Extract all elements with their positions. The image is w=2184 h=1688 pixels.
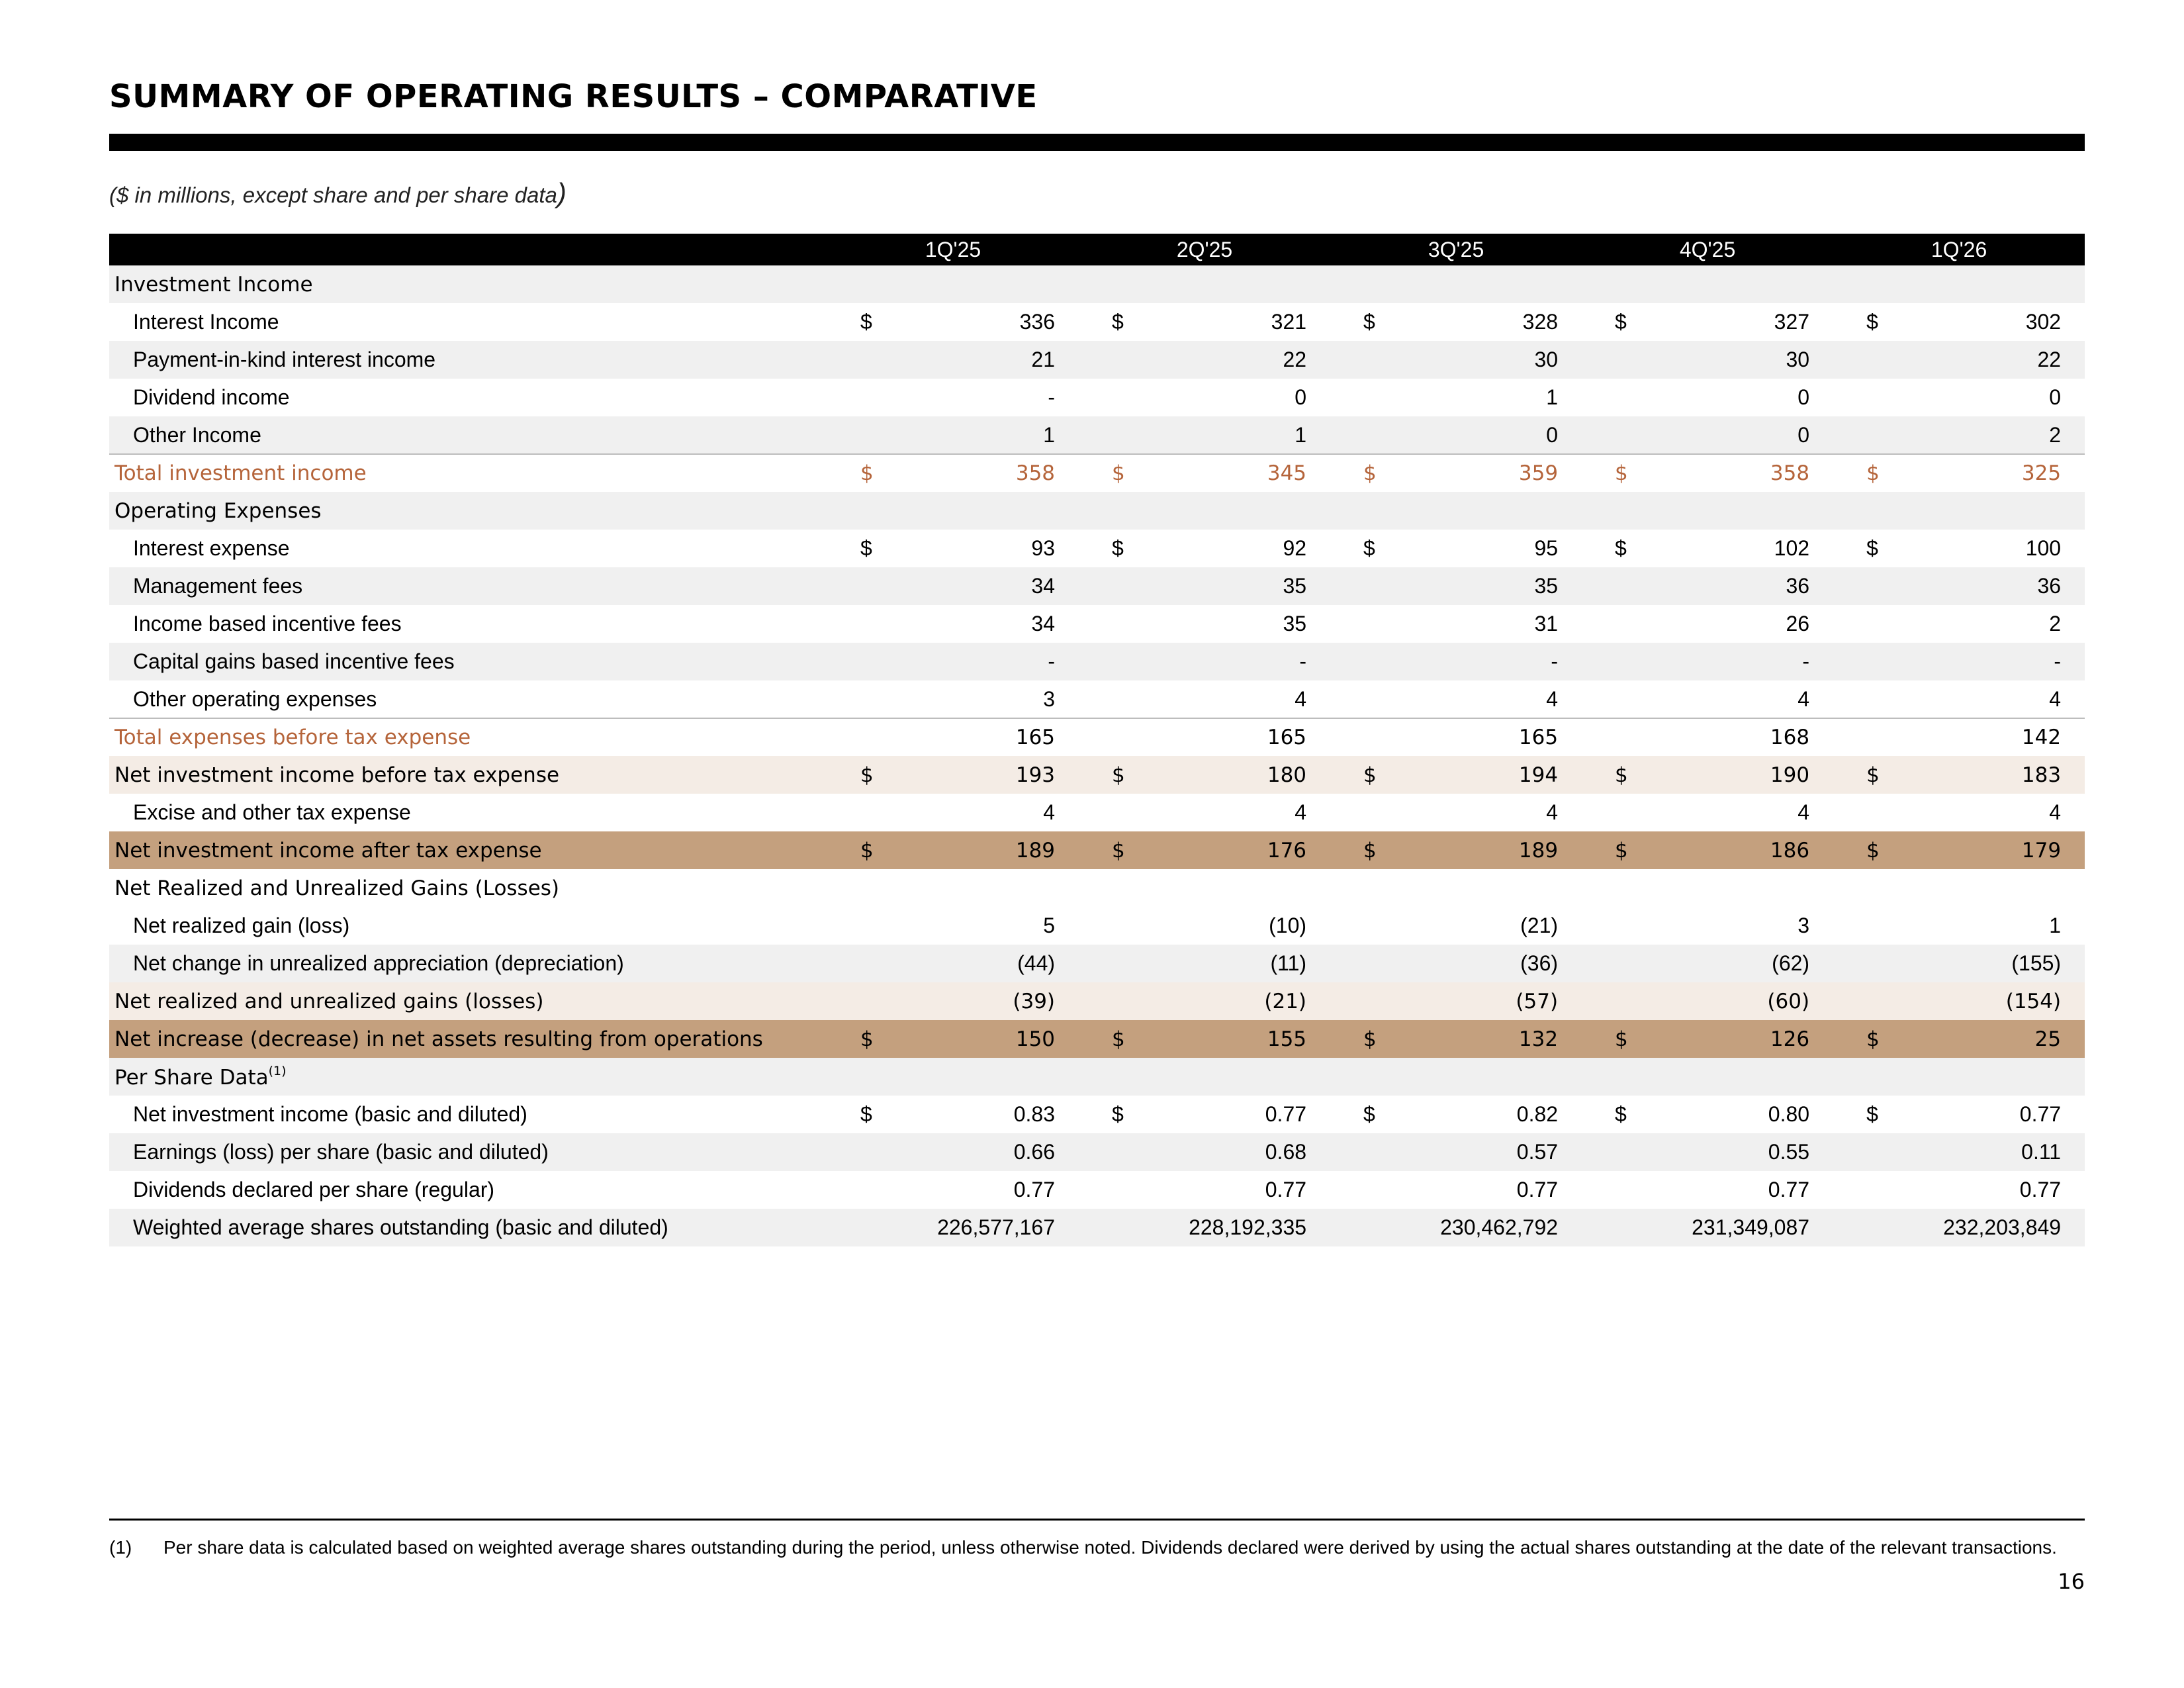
value-cell: 34: [1031, 574, 1056, 598]
value-cell: 93: [1031, 536, 1056, 560]
currency-symbol: [827, 680, 884, 718]
value-cell: 36: [2037, 574, 2062, 598]
value-cell: 132: [1518, 1027, 1559, 1051]
currency-symbol: $: [1615, 310, 1627, 334]
currency-symbol: [827, 945, 884, 982]
value-cell: 1: [1546, 385, 1559, 409]
period-header: 4Q'25: [1679, 237, 1736, 261]
currency-symbol: [827, 718, 884, 756]
value-cell: 4: [1797, 686, 1810, 711]
table-row: [109, 567, 2085, 605]
value-cell: (36): [1520, 951, 1559, 975]
table-row: [109, 756, 2085, 794]
value-cell: 0.82: [1516, 1102, 1559, 1126]
value-cell: 21: [1031, 348, 1056, 371]
value-cell: 0: [1797, 385, 1810, 409]
currency-symbol: [1582, 567, 1638, 605]
currency-symbol: [1330, 1171, 1387, 1209]
currency-symbol: [1582, 718, 1638, 756]
currency-symbol: [1582, 605, 1638, 643]
operating-results-table: [109, 234, 2085, 1246]
currency-symbol: [1833, 907, 1889, 945]
table-row: [109, 794, 2085, 831]
value-cell: -: [2054, 649, 2062, 673]
currency-symbol: [827, 982, 884, 1020]
currency-symbol: [1330, 379, 1387, 416]
value-cell: -: [1048, 649, 1056, 673]
table-row: [109, 454, 2085, 492]
value-cell: 194: [1518, 763, 1559, 787]
value-cell: 1: [2049, 914, 2062, 937]
currency-symbol: $: [1112, 763, 1125, 787]
currency-symbol: $: [1363, 310, 1375, 334]
value-cell: 0: [2049, 385, 2062, 409]
currency-symbol: [1079, 907, 1135, 945]
table-row: [109, 379, 2085, 416]
period-header: 3Q'25: [1428, 237, 1484, 261]
currency-symbol: $: [1866, 310, 1878, 334]
currency-symbol: [1582, 907, 1638, 945]
units-note: [109, 177, 567, 209]
value-cell: (39): [1013, 989, 1056, 1013]
footnote-reference: (1): [268, 1064, 287, 1078]
currency-symbol: $: [860, 763, 874, 787]
value-cell: (155): [2011, 951, 2062, 975]
value-cell: 95: [1534, 536, 1559, 560]
currency-symbol: $: [1363, 461, 1377, 485]
value-cell: 228,192,335: [1189, 1215, 1307, 1239]
value-cell: 0.11: [2021, 1140, 2062, 1164]
value-cell: 4: [1546, 800, 1559, 824]
value-cell: 0: [1546, 422, 1559, 447]
value-cell: -: [1802, 649, 1810, 673]
value-cell: 165: [1015, 726, 1056, 749]
value-cell: 1: [1043, 422, 1056, 447]
value-cell: 358: [1770, 461, 1810, 485]
value-cell: -: [1299, 649, 1307, 673]
currency-symbol: [1582, 379, 1638, 416]
currency-symbol: $: [1112, 310, 1124, 334]
currency-symbol: $: [1363, 1102, 1375, 1126]
value-cell: 35: [1283, 574, 1307, 598]
value-cell: 230,462,792: [1440, 1215, 1559, 1239]
value-cell: 0: [1295, 385, 1307, 409]
currency-symbol: [1330, 1133, 1387, 1171]
currency-symbol: [1079, 643, 1135, 680]
currency-symbol: [827, 379, 884, 416]
value-cell: 34: [1031, 612, 1056, 635]
currency-symbol: $: [860, 536, 872, 560]
table-row: [109, 1020, 2085, 1058]
currency-symbol: [1330, 718, 1387, 756]
value-cell: 4: [1295, 800, 1307, 824]
value-cell: 4: [1797, 800, 1810, 824]
value-cell: 5: [1043, 914, 1056, 937]
table-row: [109, 945, 2085, 982]
value-cell: (11): [1270, 951, 1307, 975]
header-label-cell: [109, 234, 827, 265]
section-label-text: Net Realized and Unrealized Gains (Losses): [114, 876, 560, 900]
value-cell: 189: [1015, 838, 1056, 863]
currency-symbol: [827, 341, 884, 379]
value-cell: 92: [1283, 536, 1307, 560]
currency-symbol: [1833, 1133, 1889, 1171]
currency-symbol: [827, 1209, 884, 1246]
currency-symbol: [1079, 1133, 1135, 1171]
value-cell: 0.77: [1516, 1178, 1559, 1201]
section-label: [109, 1058, 2085, 1096]
row-label: Interest expense: [133, 536, 290, 560]
currency-symbol: [1330, 1209, 1387, 1246]
value-cell: 189: [1518, 838, 1559, 863]
footnote-marker: (1): [109, 1537, 132, 1558]
currency-symbol: $: [1866, 763, 1880, 787]
value-cell: 325: [2021, 461, 2062, 485]
currency-symbol: [827, 567, 884, 605]
table-row: [109, 1133, 2085, 1171]
currency-symbol: [1330, 907, 1387, 945]
section-label-text: Per Share Data: [114, 1066, 269, 1090]
units-note-close: ): [557, 177, 567, 209]
value-cell: 345: [1267, 461, 1307, 485]
value-cell: 180: [1267, 763, 1307, 787]
currency-symbol: [1833, 718, 1889, 756]
currency-symbol: [1330, 680, 1387, 718]
table-row: [109, 1096, 2085, 1133]
value-cell: 3: [1797, 914, 1810, 937]
currency-symbol: [1079, 379, 1135, 416]
value-cell: 30: [1534, 348, 1559, 371]
table-row: [109, 341, 2085, 379]
footnote-divider: [109, 1519, 2085, 1521]
currency-symbol: [1833, 643, 1889, 680]
currency-symbol: [1330, 643, 1387, 680]
currency-symbol: [1582, 982, 1638, 1020]
value-cell: 165: [1267, 726, 1307, 749]
currency-symbol: [1079, 341, 1135, 379]
value-cell: 193: [1015, 763, 1056, 787]
row-label: Total investment income: [114, 461, 367, 485]
value-cell: 0.55: [1768, 1140, 1810, 1164]
value-cell: 327: [1774, 310, 1810, 334]
value-cell: 0: [1797, 422, 1810, 447]
row-label: Net increase (decrease) in net assets resulting from operations: [114, 1027, 763, 1051]
row-label: Net investment income after tax expense: [114, 838, 542, 863]
value-cell: 4: [1043, 800, 1056, 824]
value-cell: 100: [2025, 536, 2062, 560]
value-cell: 25: [2034, 1027, 2062, 1051]
value-cell: 165: [1518, 726, 1559, 749]
value-cell: (57): [1516, 989, 1559, 1013]
currency-symbol: [1079, 982, 1135, 1020]
currency-symbol: [1582, 1133, 1638, 1171]
value-cell: 336: [1019, 310, 1056, 334]
value-cell: 0.77: [1265, 1178, 1307, 1201]
value-cell: 31: [1534, 612, 1559, 635]
currency-symbol: $: [860, 461, 874, 485]
section-label: [109, 869, 2085, 907]
page-number: 16: [2058, 1569, 2085, 1594]
value-cell: 150: [1015, 1027, 1056, 1051]
currency-symbol: [1833, 567, 1889, 605]
row-label: Earnings (loss) per share (basic and diluted): [133, 1140, 549, 1164]
value-cell: 22: [1283, 348, 1307, 371]
currency-symbol: $: [860, 310, 872, 334]
value-cell: (60): [1767, 989, 1810, 1013]
table-row: [109, 416, 2085, 454]
currency-symbol: $: [1615, 763, 1628, 787]
period-header: 1Q'26: [1931, 237, 1987, 261]
currency-symbol: $: [1615, 1027, 1628, 1051]
currency-symbol: $: [860, 1102, 872, 1126]
table-body: [109, 265, 2085, 1246]
currency-symbol: [1330, 945, 1387, 982]
section-header-row: [109, 265, 2085, 303]
currency-symbol: [827, 643, 884, 680]
currency-symbol: $: [1615, 536, 1627, 560]
currency-symbol: $: [1112, 536, 1124, 560]
value-cell: 0.68: [1265, 1140, 1307, 1164]
currency-symbol: [1079, 718, 1135, 756]
row-label: Interest Income: [133, 310, 279, 334]
currency-symbol: [827, 907, 884, 945]
value-cell: 35: [1534, 574, 1559, 598]
currency-symbol: $: [1615, 461, 1628, 485]
section-header-row: [109, 492, 2085, 530]
currency-symbol: [1833, 341, 1889, 379]
currency-symbol: $: [1615, 1102, 1627, 1126]
currency-symbol: [1079, 794, 1135, 831]
currency-symbol: [1582, 643, 1638, 680]
currency-symbol: [1833, 379, 1889, 416]
value-cell: 359: [1518, 461, 1559, 485]
section-header-row: [109, 1058, 2085, 1096]
currency-symbol: [827, 794, 884, 831]
row-label: Dividend income: [133, 385, 290, 409]
value-cell: 35: [1283, 612, 1307, 635]
currency-symbol: $: [1363, 536, 1375, 560]
table-row: [109, 1209, 2085, 1246]
row-label: Other Income: [133, 422, 261, 447]
period-header: 2Q'25: [1176, 237, 1233, 261]
row-label: Net investment income before tax expense: [114, 763, 560, 787]
table-row: [109, 605, 2085, 643]
table-row: [109, 680, 2085, 718]
currency-symbol: [1582, 1209, 1638, 1246]
currency-symbol: [1833, 982, 1889, 1020]
currency-symbol: $: [1866, 461, 1880, 485]
value-cell: 126: [1770, 1027, 1810, 1051]
table-row: [109, 831, 2085, 869]
row-label: Excise and other tax expense: [133, 800, 411, 824]
currency-symbol: [1833, 945, 1889, 982]
currency-symbol: [1833, 416, 1889, 454]
value-cell: 0.77: [1265, 1102, 1307, 1126]
row-label: Management fees: [133, 574, 303, 598]
value-cell: 4: [2049, 686, 2062, 711]
currency-symbol: [1330, 567, 1387, 605]
section-label: [109, 492, 2085, 530]
value-cell: 179: [2021, 838, 2062, 863]
value-cell: -: [1048, 385, 1056, 409]
row-label: Income based incentive fees: [133, 612, 402, 635]
value-cell: (21): [1264, 989, 1307, 1013]
section-header-row: [109, 869, 2085, 907]
table-row: [109, 643, 2085, 680]
value-cell: 183: [2021, 763, 2062, 787]
value-cell: 3: [1043, 686, 1056, 711]
value-cell: 168: [1770, 726, 1810, 749]
currency-symbol: [1582, 794, 1638, 831]
value-cell: 155: [1267, 1027, 1307, 1051]
currency-symbol: [1330, 794, 1387, 831]
value-cell: 4: [2049, 800, 2062, 824]
currency-symbol: [1330, 416, 1387, 454]
value-cell: 102: [1774, 536, 1810, 560]
table-row: [109, 907, 2085, 945]
value-cell: 0.66: [1013, 1140, 1056, 1164]
value-cell: (44): [1017, 951, 1056, 975]
currency-symbol: [1330, 341, 1387, 379]
row-label: Payment-in-kind interest income: [133, 348, 436, 371]
currency-symbol: $: [1866, 1027, 1880, 1051]
currency-symbol: [1079, 416, 1135, 454]
value-cell: (62): [1772, 951, 1810, 975]
table-row: [109, 303, 2085, 341]
currency-symbol: [1582, 341, 1638, 379]
value-cell: 0.57: [1516, 1140, 1559, 1164]
value-cell: 0.83: [1013, 1102, 1056, 1126]
value-cell: 321: [1271, 310, 1307, 334]
row-label: Dividends declared per share (regular): [133, 1178, 495, 1201]
value-cell: 328: [1522, 310, 1559, 334]
currency-symbol: [1582, 1171, 1638, 1209]
page-title: SUMMARY OF OPERATING RESULTS – COMPARATIVE: [109, 78, 1038, 115]
currency-symbol: [1833, 605, 1889, 643]
currency-symbol: [827, 605, 884, 643]
currency-symbol: [1582, 945, 1638, 982]
currency-symbol: [1079, 605, 1135, 643]
currency-symbol: $: [1112, 838, 1125, 863]
currency-symbol: [1833, 1171, 1889, 1209]
currency-symbol: [1330, 982, 1387, 1020]
section-label-text: Operating Expenses: [114, 498, 322, 523]
value-cell: 2: [2049, 612, 2062, 635]
currency-symbol: $: [1866, 838, 1880, 863]
currency-symbol: $: [1112, 1027, 1125, 1051]
value-cell: 0.77: [1768, 1178, 1810, 1201]
value-cell: 186: [1770, 838, 1810, 863]
currency-symbol: [827, 1171, 884, 1209]
currency-symbol: $: [1363, 1027, 1377, 1051]
table-header-row: [109, 234, 2085, 265]
currency-symbol: [1079, 680, 1135, 718]
table-row: [109, 982, 2085, 1020]
period-header: 1Q'25: [925, 237, 981, 261]
value-cell: 4: [1295, 686, 1307, 711]
value-cell: 0.77: [1013, 1178, 1056, 1201]
currency-symbol: $: [1615, 838, 1628, 863]
currency-symbol: $: [1363, 838, 1377, 863]
value-cell: 4: [1546, 686, 1559, 711]
value-cell: (154): [2005, 989, 2062, 1013]
section-label-text: Investment Income: [114, 272, 313, 297]
currency-symbol: [1079, 1171, 1135, 1209]
row-label: Net realized gain (loss): [133, 914, 350, 937]
row-label: Net realized and unrealized gains (losses): [114, 989, 544, 1013]
currency-symbol: $: [1866, 1102, 1878, 1126]
value-cell: 0.77: [2019, 1178, 2062, 1201]
value-cell: 26: [1786, 612, 1810, 635]
section-label: [109, 265, 2085, 303]
currency-symbol: $: [1112, 1102, 1124, 1126]
value-cell: 0.80: [1768, 1102, 1810, 1126]
title-divider: [109, 134, 2085, 151]
value-cell: 190: [1770, 763, 1810, 787]
currency-symbol: [827, 1133, 884, 1171]
row-label: Net change in unrealized appreciation (depreciation): [133, 951, 624, 975]
value-cell: 232,203,849: [1943, 1215, 2062, 1239]
currency-symbol: [1582, 680, 1638, 718]
value-cell: 302: [2025, 310, 2062, 334]
value-cell: 30: [1786, 348, 1810, 371]
value-cell: 142: [2021, 726, 2062, 749]
currency-symbol: $: [860, 1027, 874, 1051]
value-cell: 231,349,087: [1692, 1215, 1810, 1239]
currency-symbol: [1079, 567, 1135, 605]
value-cell: 226,577,167: [937, 1215, 1056, 1239]
currency-symbol: $: [1866, 536, 1878, 560]
currency-symbol: $: [1112, 461, 1125, 485]
value-cell: 22: [2037, 348, 2062, 371]
table-row: [109, 530, 2085, 567]
currency-symbol: [827, 416, 884, 454]
row-label: Net investment income (basic and diluted): [133, 1102, 527, 1126]
value-cell: 2: [2049, 422, 2062, 447]
value-cell: 176: [1267, 838, 1307, 863]
footnote-text: Per share data is calculated based on weighted average shares outstanding during the period, unless otherwise noted. Dividends declared were derived by using the actual shares outstanding at the date of the relevant transactions.: [163, 1537, 2057, 1558]
row-label: Weighted average shares outstanding (basic and diluted): [133, 1215, 668, 1239]
value-cell: (10): [1269, 914, 1307, 937]
currency-symbol: [1833, 794, 1889, 831]
currency-symbol: $: [1363, 763, 1377, 787]
currency-symbol: [1330, 605, 1387, 643]
value-cell: (21): [1520, 914, 1559, 937]
currency-symbol: [1833, 1209, 1889, 1246]
value-cell: 1: [1295, 422, 1307, 447]
currency-symbol: [1582, 416, 1638, 454]
row-label: Other operating expenses: [133, 686, 377, 711]
currency-symbol: [1833, 680, 1889, 718]
row-label: Capital gains based incentive fees: [133, 649, 455, 673]
units-note-text: ($ in millions, except share and per share data: [109, 183, 557, 207]
value-cell: 0.77: [2019, 1102, 2062, 1126]
currency-symbol: $: [860, 838, 874, 863]
currency-symbol: [1079, 945, 1135, 982]
currency-symbol: [1079, 1209, 1135, 1246]
row-label: Total expenses before tax expense: [114, 726, 471, 749]
value-cell: 36: [1786, 574, 1810, 598]
value-cell: -: [1551, 649, 1559, 673]
table-row: [109, 1171, 2085, 1209]
table-row: [109, 718, 2085, 756]
value-cell: 358: [1015, 461, 1056, 485]
